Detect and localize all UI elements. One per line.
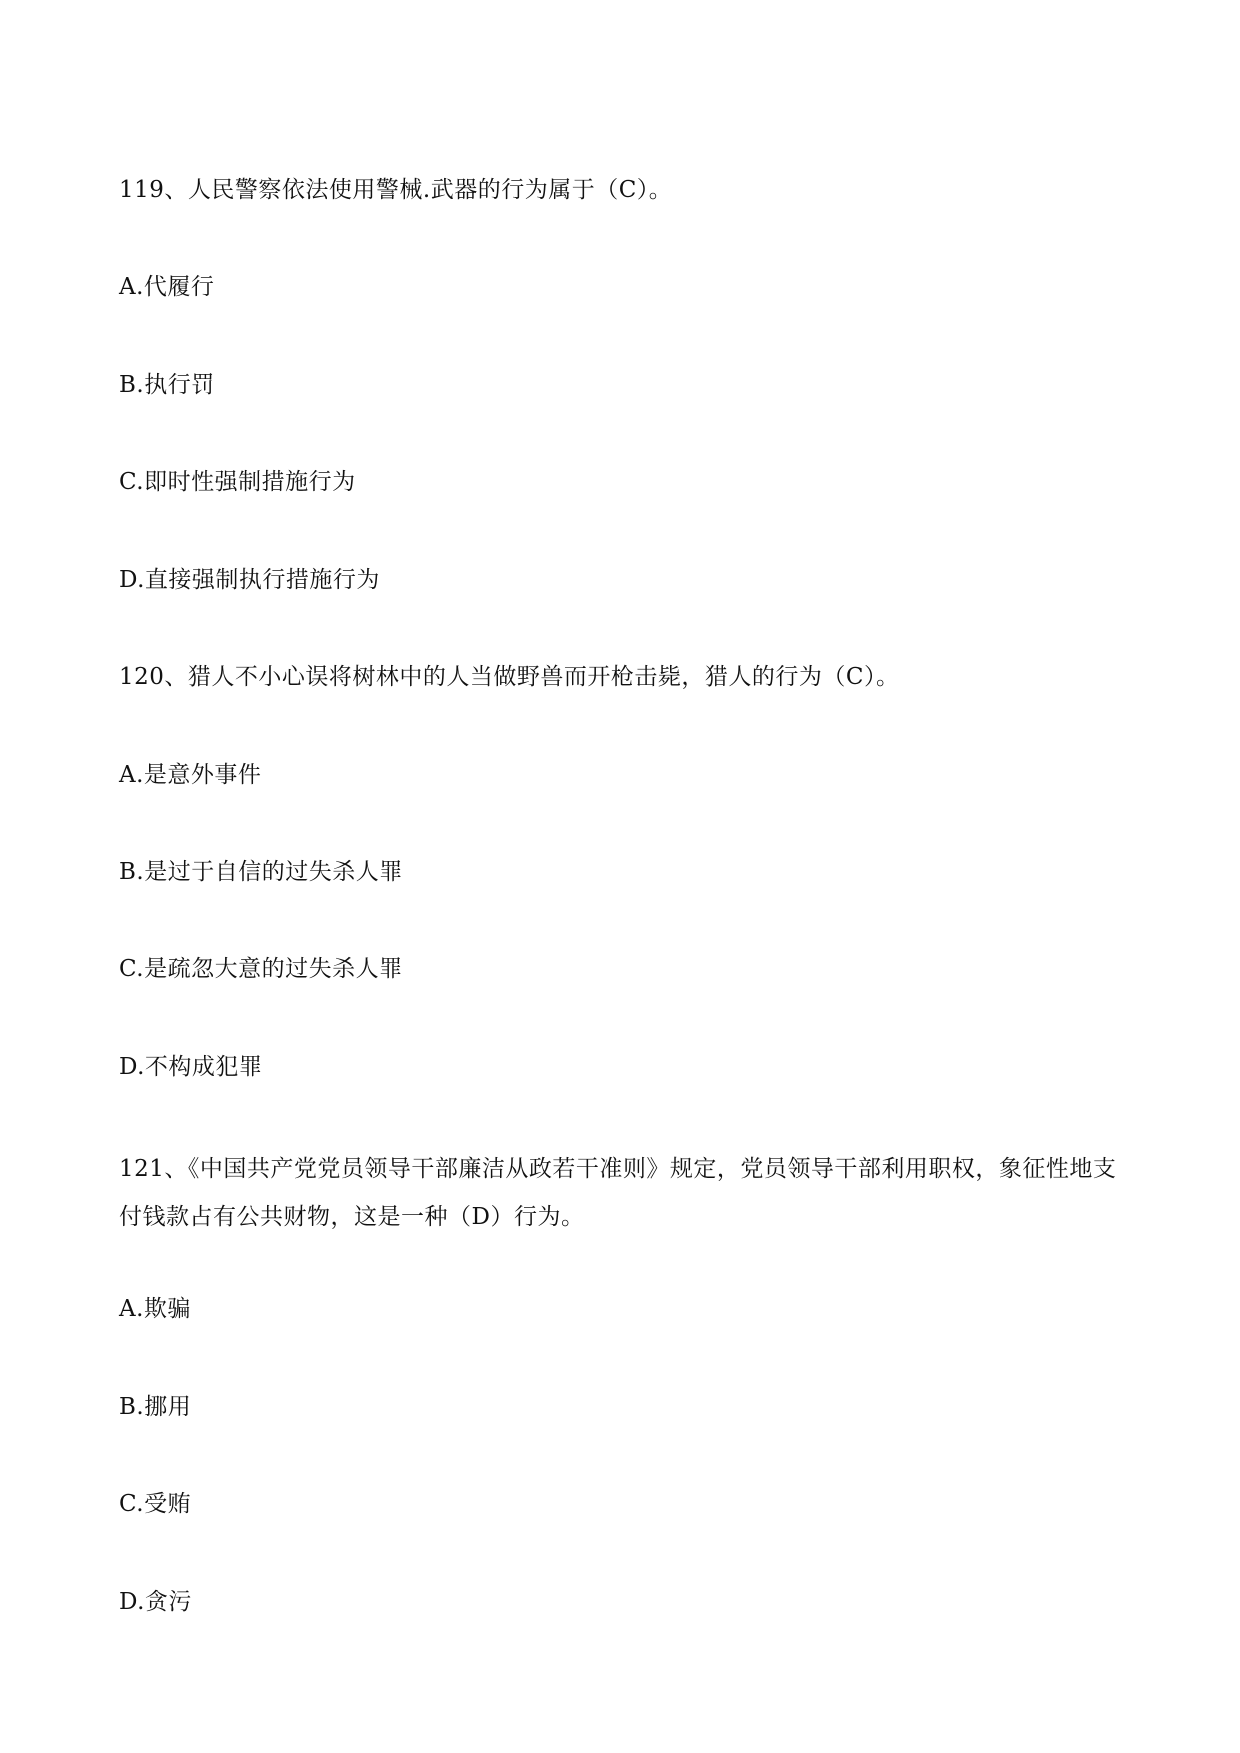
question-120-option-b: B.是过于自信的过失杀人罪 [119,859,403,885]
question-121-option-a: A.欺骗 [119,1296,191,1322]
question-119-option-a: A.代履行 [119,274,215,300]
question-119-option-c: C.即时性强制措施行为 [119,469,356,495]
question-119-stem: 119、人民警察依法使用警械.武器的行为属于（C）。 [119,177,673,203]
question-121-option-b: B.挪用 [119,1394,192,1420]
question-121-stem: 121、《中国共产党党员领导干部廉洁从政若干准则》规定，党员领导干部利用职权，象征性地支付钱款占有公共财物，这是一种（D）行为。 [119,1156,1117,1230]
question-119-option-d: D.直接强制执行措施行为 [119,567,380,593]
question-120-option-c: C.是疏忽大意的过失杀人罪 [119,956,403,982]
question-121-option-c: C.受贿 [119,1491,192,1517]
question-121-option-d: D.贪污 [119,1589,192,1615]
question-120-option-a: A.是意外事件 [119,762,262,788]
question-120-option-d: D.不构成犯罪 [119,1054,263,1080]
question-119-option-b: B.执行罚 [119,372,215,398]
question-120-stem: 120、猎人不小心误将树林中的人当做野兽而开枪击毙，猎人的行为（C）。 [119,664,900,690]
